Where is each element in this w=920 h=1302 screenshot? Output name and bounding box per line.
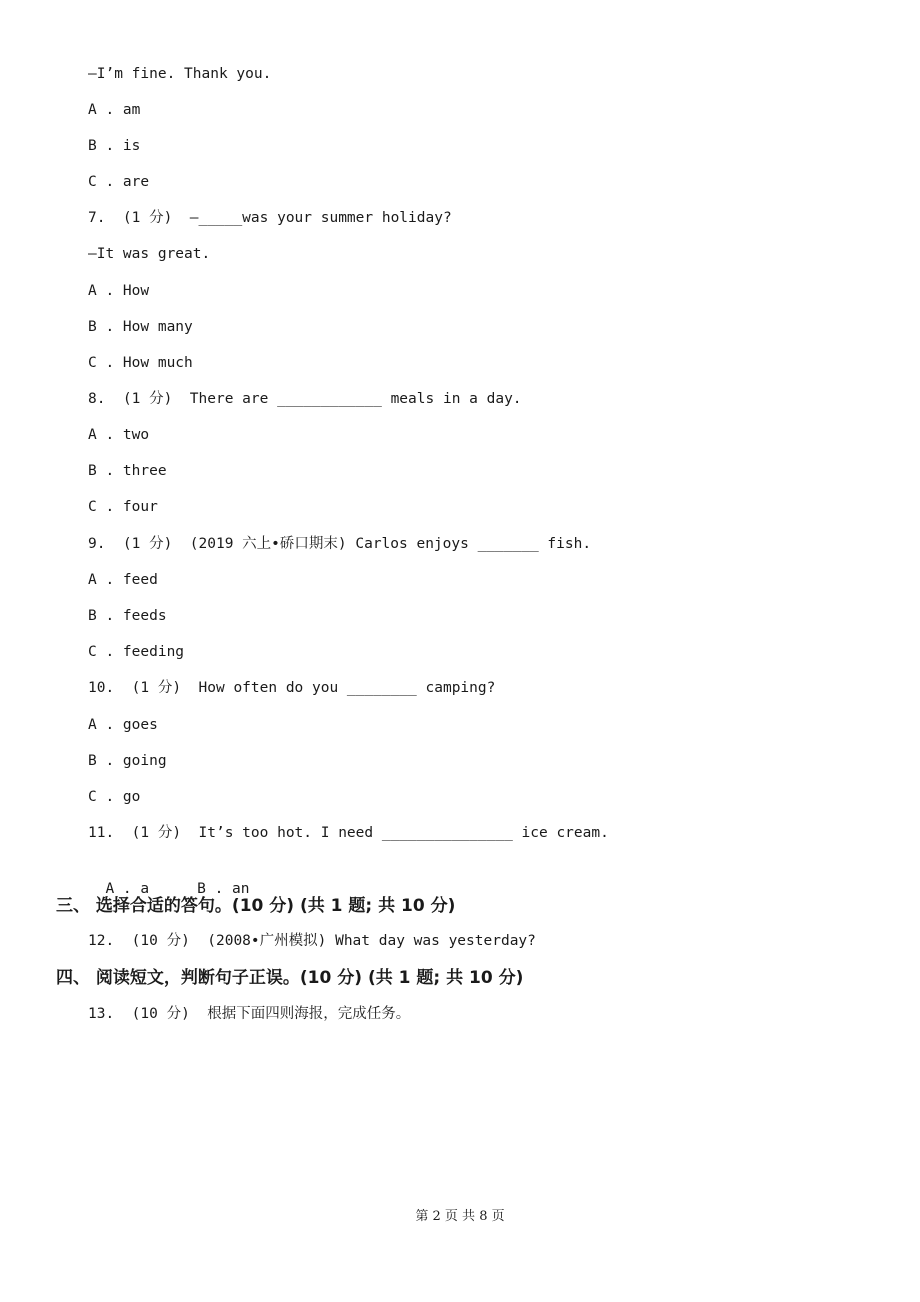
- option-a[interactable]: A . feed: [88, 572, 158, 588]
- option-c[interactable]: C . are: [88, 174, 150, 190]
- option-b[interactable]: B . going: [88, 753, 167, 769]
- option-b[interactable]: B . How many: [88, 319, 193, 335]
- option-a[interactable]: A . am: [88, 102, 141, 118]
- section-three-heading: 三、 选择合适的答句。(10 分) (共 1 题; 共 10 分): [56, 896, 456, 916]
- question-9: 9. (1 分) (2019 六上•硚口期末) Carlos enjoys _______ fish.: [88, 536, 592, 552]
- question-13: 13. (10 分) 根据下面四则海报，完成任务。: [88, 1006, 411, 1022]
- option-a[interactable]: A . a: [105, 881, 150, 897]
- option-b[interactable]: B . feeds: [88, 608, 167, 624]
- option-b[interactable]: B . an: [197, 881, 250, 897]
- option-pair: [88, 859, 250, 899]
- option-a[interactable]: A . How: [88, 283, 150, 299]
- question-7: 7. (1 分) —_____was your summer holiday?: [88, 210, 452, 226]
- question-7-reply: —It was great.: [88, 246, 211, 262]
- question-8: 8. (1 分) There are ____________ meals in a day.: [88, 391, 522, 407]
- question-12: 12. (10 分) (2008•广州模拟) What day was yesterday?: [88, 933, 536, 949]
- option-b[interactable]: B . three: [88, 463, 167, 479]
- option-b[interactable]: B . is: [88, 138, 141, 154]
- question-10: 10. (1 分) How often do you ________ camping?: [88, 680, 496, 696]
- section-four-heading: 四、 阅读短文，判断句子正误。(10 分) (共 1 题; 共 10 分): [56, 968, 524, 988]
- option-c[interactable]: C . How much: [88, 355, 193, 371]
- option-c[interactable]: C . four: [88, 499, 158, 515]
- line-0: —I’m fine. Thank you.: [88, 66, 272, 82]
- option-a[interactable]: A . goes: [88, 717, 158, 733]
- question-11: 11. (1 分) It’s too hot. I need _______________ ice cream.: [88, 825, 609, 841]
- option-c[interactable]: C . feeding: [88, 644, 185, 660]
- option-c[interactable]: C . go: [88, 789, 141, 805]
- option-a[interactable]: A . two: [88, 427, 150, 443]
- page-footer: 第 2 页 共 8 页: [415, 1209, 505, 1224]
